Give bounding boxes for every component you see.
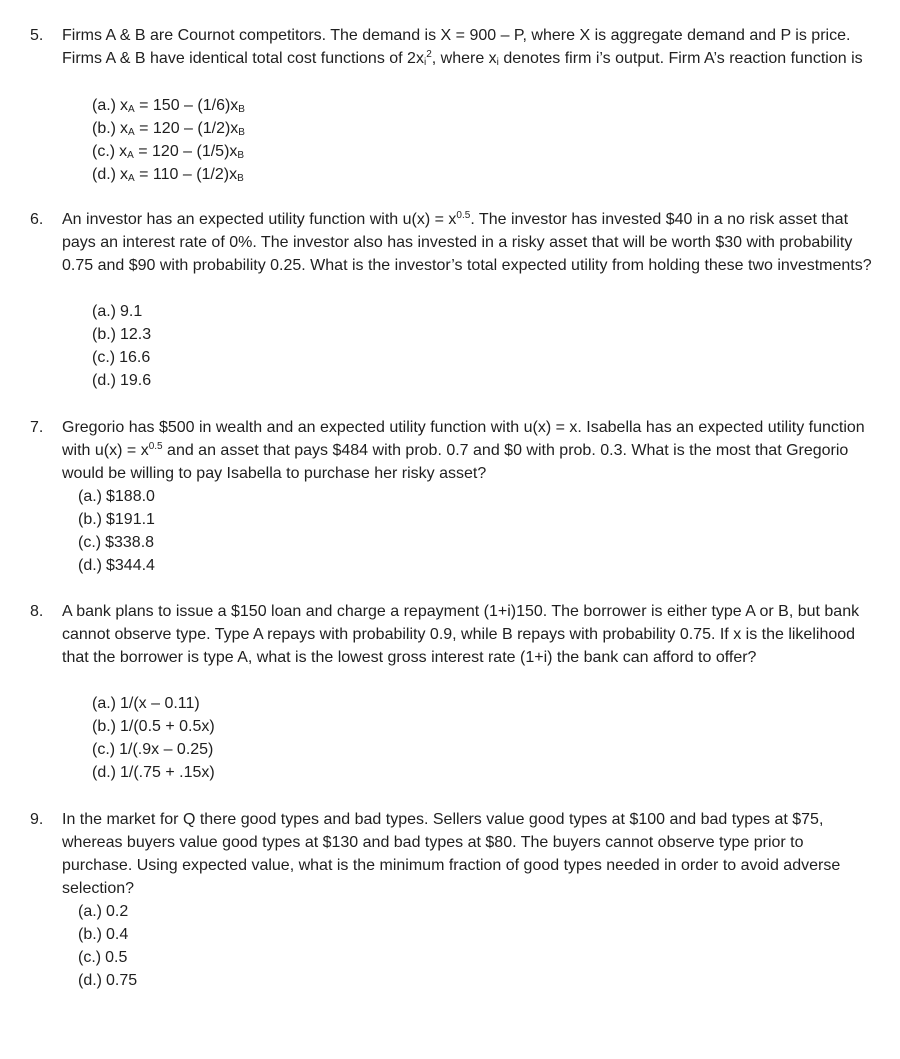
answer-option-b[interactable]: (b.) 12.3: [92, 326, 152, 343]
question-number: 9.: [30, 811, 44, 828]
answer-option-b[interactable]: (b.) $191.1: [78, 511, 155, 528]
question-text: Gregorio has $500 in wealth and an expected utility function with u(x) = x. Isabella has an expected utility function with $u(x) = x^{0.5}$ and an asset that pays $484 with prob. 0.7 and $0 with prob. 0.3. What is the most that Gregorio would be willing to pay Isabella to purchase her risky asset?: [62, 419, 865, 482]
answer-option-d[interactable]: (d.) 1/(.75 + .15x): [92, 764, 215, 781]
answer-option-c[interactable]: (c.) 1/(.9x – 0.25): [92, 741, 214, 758]
answer-option-a[interactable]: (a.) 1/(x – 0.11): [92, 695, 200, 712]
answer-option-d[interactable]: (d.) $344.4: [78, 557, 155, 574]
answer-option-d[interactable]: (d.) 0.75: [78, 972, 138, 989]
answer-option-a[interactable]: (a.) $x_A = 150 - (1/6)x_B$: [92, 97, 245, 115]
question-text: In the market for Q there good types and bad types. Sellers value good types at $100 and bad types at $75, whereas buyers value good types at $130 and bad types at $80. The buyers cannot observe type prior to purchase. Using expected value, what is the minimum fraction of good types needed in order to avoid adverse selection?: [62, 811, 841, 897]
answer-option-c[interactable]: (c.) 0.5: [78, 949, 128, 966]
answer-option-c[interactable]: (c.) $x_A = 120 - (1/5)x_B$: [92, 143, 245, 161]
question-number: 8.: [30, 603, 44, 620]
answer-option-b[interactable]: (b.) 0.4: [78, 926, 129, 943]
answer-option-a[interactable]: (a.) $188.0: [78, 488, 155, 505]
answer-option-c[interactable]: (c.) $338.8: [78, 534, 155, 551]
answer-option-c[interactable]: (c.) 16.6: [92, 349, 151, 366]
question-number: 6.: [30, 211, 44, 228]
answer-option-b[interactable]: (b.) 1/(0.5 + 0.5x): [92, 718, 215, 735]
question-number: 7.: [30, 419, 44, 436]
question-text: A bank plans to issue a $150 loan and charge a repayment (1+i)150. The borrower is either type A or B, but bank cannot observe type. Type A repays with probability 0.9, while B repays with probability 0.75. If x is the likelihood that the borrower is type A, what is the lowest gross interest rate (1+i) the bank can afford to offer?: [62, 603, 860, 666]
answer-option-a[interactable]: (a.) 9.1: [92, 303, 143, 320]
question-number: 5.: [30, 27, 44, 44]
answer-option-d[interactable]: (d.) 19.6: [92, 372, 152, 389]
answer-option-b[interactable]: (b.) $x_A = 120 - (1/2)x_B$: [92, 120, 245, 138]
answer-option-d[interactable]: (d.) $x_A = 110 - (1/2)x_B$: [92, 166, 244, 184]
answer-option-a[interactable]: (a.) 0.2: [78, 903, 129, 920]
question-text: Firms A & B are Cournot competitors. The demand is X = 900 – P, where X is aggregate demand and P is price. Firms A & B have identical total cost functions of $2x_i^2$, where $x_i$ denotes firm i’s output. Firm A’s reaction function is: [62, 27, 863, 68]
question-text: An investor has an expected utility function with $u(x) = x^{0.5}$. The investor has invested $40 in a no risk asset that pays an interest rate of 0%. The investor also has invested in a risky asset that will be worth $30 with probability 0.75 and $90 with probability 0.25. What is the investor’s total expected utility from holding these two investments?: [62, 210, 872, 274]
